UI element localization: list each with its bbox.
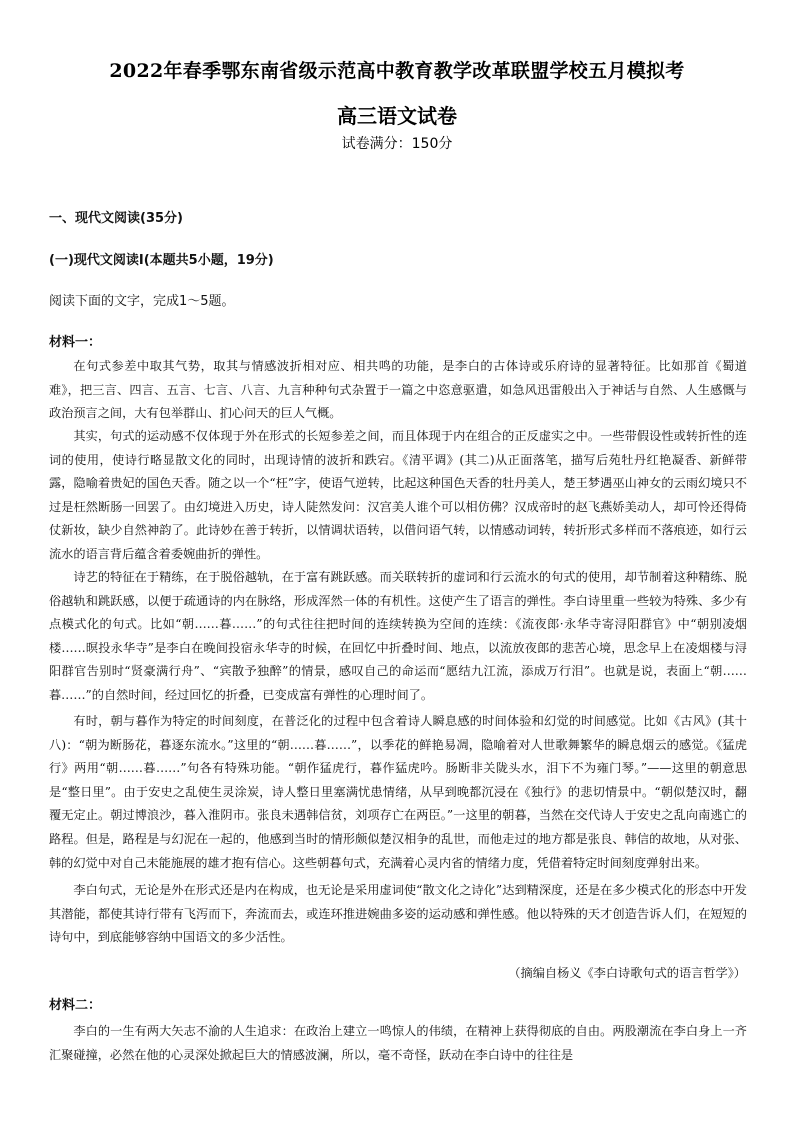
material1-paragraph-2: 其实，句式的运动感不仅体现于外在形式的长短参差之间，而且体现于内在组合的正反虚实之中。一些带假设性或转折性的连词的使用，使诗行略显散文化的同时，出现诗情的波折和跌宕。《清平调》(其二)从正面落笔，描写后苑牡丹红艳凝香、新鲜带露，隐喻着贵妃的国色天香。随之以一个“枉”字，使语气逆转，比起这种国色天香的牡丹美人，楚王梦遇巫山神女的云雨幻境只不过是枉然断肠一回罢了。由幻境进入历史，诗人陡然发问：汉宫美人谁个可以相仿佛？汉成帝时的赵飞燕娇美动人，却可怜还得倚仗新妆，缺少自然神韵了。此诗妙在善于转折，以情调状语转，以借问语气转，以情感动词转，转折形式多样而不落痕迹，如行云流水的语言背后蕴含着委婉曲折的弹性。 <box>49 429 747 561</box>
instruction-text: 阅读下面的文字，完成1～5题。 <box>49 294 235 309</box>
material1-label: 材料一： <box>49 335 102 350</box>
exam-title: 2022年春季鄂东南省级示范高中教育教学改革联盟学校五月模拟考 <box>109 60 685 82</box>
material1-paragraph-4: 有时，朝与暮作为特定的时间刻度，在普泛化的过程中包含着诗人瞬息感的时间体验和幻觉的时间感觉。比如《古风》(其十八)：“朝为断肠花，暮逐东流水。”这里的“朝……暮……”，以季花的鲜艳易凋，隐喻着对人世歌舞繁华的瞬息烟云的感觉。《猛虎行》两用“朝……暮……”句各有特殊功能。“朝作猛虎行，暮作猛虎吟。肠断非关陇头水，泪下不为雍门琴。”——这里的朝意思是“整日里”。由于安史之乱使生灵涂炭，诗人整日里塞满忧患情绪，从早到晚都沉浸在《独行》的悲切情景中。“朝似楚汉时，翻覆无定止。朝过博浪沙，暮入淮阴市。张良未遇韩信贫，刘项存亡在两臣。”一这里的朝暮，当然在交代诗人于安史之乱向南逃亡的路程。但是，路程是与幻泥在一起的，他感到当时的情形颇似楚汉相争的乱世，而他走过的地方都是张良、韩信的故地，从对张、韩的幻觉中对自己未能施展的雄才抱有信心。这些朝暮句式，充满着心灵内省的情绪力度，凭借着特定时间刻度弹射出来。 <box>49 714 747 870</box>
material1-paragraph-1: 在句式参差中取其气势，取其与情感波折相对应、相共鸣的功能，是李白的古体诗或乐府诗的显著特征。比如那首《蜀道难》，把三言、四言、五言、七言、八言、九言种种句式杂置于一篇之中恣意驱遣，如急风迅雷般出入于神话与自然、人生感慨与政治预言之间，大有包举群山、扪心问天的巨人气概。 <box>49 359 747 421</box>
exam-score: 试卷满分：150分 <box>341 136 453 152</box>
material2-paragraph-1: 李白的一生有两大矢志不渝的人生追求：在政治上建立一鸣惊人的伟绩，在精神上获得彻底的自由。两股潮流在李白身上一齐汇聚碰撞，必然在他的心灵深处掀起巨大的情感波澜，所以，毫不奇怪，跃动在李白诗中的往往是 <box>49 1024 747 1062</box>
exam-subtitle: 高三语文试卷 <box>337 104 457 128</box>
material1-paragraph-3: 诗艺的特征在于精练，在于脱俗越轨，在于富有跳跃感。而关联转折的虚词和行云流水的句式的使用，却节制着这种精练、脱俗越轨和跳跃感，以便于疏通诗的内在脉络，形成浑然一体的有机性。这使产生了语言的弹性。李白诗里重一些较为特殊、多少有点模式化的句式。比如“朝……暮……”的句式往往把时间的连续转换为空间的连续：《流夜郎·永华寺寄浔阳群官》中“朝别凌烟楼……暝投永华寺”是李白在晚间投宿永华寺的时候，在回忆中折叠时间、地点，以流放夜郎的悲苦心境，思念早上在凌烟楼与浔阳群官告别时“贤豪满行舟”、“宾散予独醉”的情景，感叹自己的命运而“愿结九江流，添成万行泪”。也就是说，表面上“朝……暮……”的自然时间，经过回忆的折叠，已变成富有弹性的心理时间了。 <box>49 570 747 702</box>
material1-paragraph-5: 李白句式，无论是外在形式还是内在构成，也无论是采用虚词使“散文化之诗化”达到精深度，还是在多少模式化的形态中开发其潜能，都使其诗行带有飞泻而下，奔流而去，或连环推进婉曲多姿的运动感和弹性感。他以特殊的天才创造告诉人们，在短短的诗句中，到底能够容纳中国语文的多少活性。 <box>49 883 747 945</box>
material2-label: 材料二： <box>49 998 102 1013</box>
subsection-heading: (一)现代文阅读I(本题共5小题，19分) <box>49 253 274 268</box>
section-heading: 一、现代文阅读(35分) <box>49 211 183 226</box>
material1-source: （摘编自杨义《李白诗歌句式的语言哲学》） <box>508 966 746 980</box>
